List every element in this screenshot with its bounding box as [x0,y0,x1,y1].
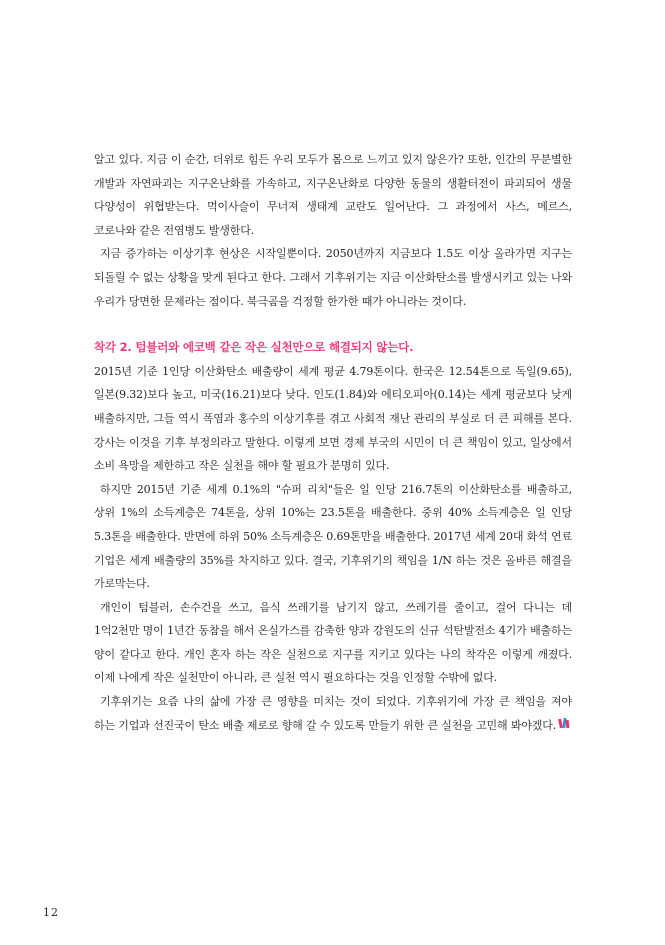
body-paragraph: 2015년 기준 1인당 이산화탄소 배출량이 세계 평균 4.79톤이다. 한국은 12.54톤으로 독일(9.65), 일본(9.32)보다 높고, 미국(16.21)보다 낮다. 인도(1.84)와 에티오피아(0.14)는 세계 평균보다 낮게 배출하지만, 그들 역시 폭염과 홍수의 이상기후를 겪고 사회적 재난 관리의 부실로 더 큰 피해를 본다. 강사는 이것을 기후 부정의라고 말한다. 이렇게 보면 경제 부국의 시민이 더 큰 책임이 있고, 일상에서 소비 욕망을 제한하고 작은 실천을 해야 할 필요가 분명히 있다. [94,364,572,473]
body-paragraph-text: 기후위기는 요즘 나의 삶에 가장 큰 영향을 미치는 것이 되었다. 기후위기에 가장 큰 책임을 져야 하는 기업과 선진국이 탄소 배출 제로로 향해 갈 수 있도록 만들기 위한 큰 실천을 고민해 봐야겠다. [94,695,572,732]
body-paragraph-last [94,690,572,737]
body-paragraph: 알고 있다. 지금 이 순간, 더위로 힘든 우리 모두가 몸으로 느끼고 있지 않은가? 또한, 인간의 무분별한 개발과 자연파괴는 지구온난화를 가속하고, 지구온난화로 다양한 동물의 생활터전이 파괴되어 생물 다양성이 위협받는다. 먹이사슬이 무너져 생태계 교란도 일어난다. 그 과정에서 사스, 메르스, 코로나와 같은 전염병도 발생한다. [94,153,572,237]
section-heading: 착각 2. 텀블러와 에코백 같은 작은 실천만으로 해결되지 않는다. [94,340,414,355]
page-content [94,148,572,737]
body-paragraph: 하지만 2015년 기준 세계 0.1%의 "슈퍼 리치"들은 일 인당 216.7톤의 이산화탄소를 배출하고, 상위 1%의 소득계층은 74톤을, 상위 10%는 23.5톤을 배출한다. 중위 40% 소득계층은 일 인당 5.3톤을 배출한다. 반면에 하위 50% 소득계층은 0.69톤만을 배출한다. 2017년 세계 20대 화석 연료 기업은 세계 배출량의 35%를 차지하고 있다. 결국, 기후위기의 책임을 1/N 하는 것은 올바른 해결을 가로막는다. [94,482,572,591]
body-paragraph: 지금 증가하는 이상기후 현상은 시작일뿐이다. 2050년까지 지금보다 1.5도 이상 올라가면 지구는 되돌릴 수 없는 상황을 맞게 된다고 한다. 그래서 기후위기는 지금 이산화탄소를 발생시키고 있는 나와 우리가 당면한 문제라는 점이다. 북극곰을 걱정할 한가한 때가 아니라는 것이다. [94,247,572,308]
body-paragraph: 개인이 텀블러, 손수건을 쓰고, 음식 쓰레기를 남기지 않고, 쓰레기를 줄이고, 걸어 다니는 데 1억2천만 명이 1년간 동참을 해서 온실가스를 감축한 양과 강원도의 신규 석탄발전소 4기가 배출하는 양이 같다고 한다. 개인 혼자 하는 작은 실천으로 지구를 지키고 있다는 나의 착각은 이렇게 깨졌다. 이제 나에게 작은 실천만이 아니라, 큰 실천 역시 필요하다는 것을 인정할 수밖에 없다. [94,600,572,685]
end-mark-icon [558,717,570,730]
page-number: 12 [43,906,59,919]
